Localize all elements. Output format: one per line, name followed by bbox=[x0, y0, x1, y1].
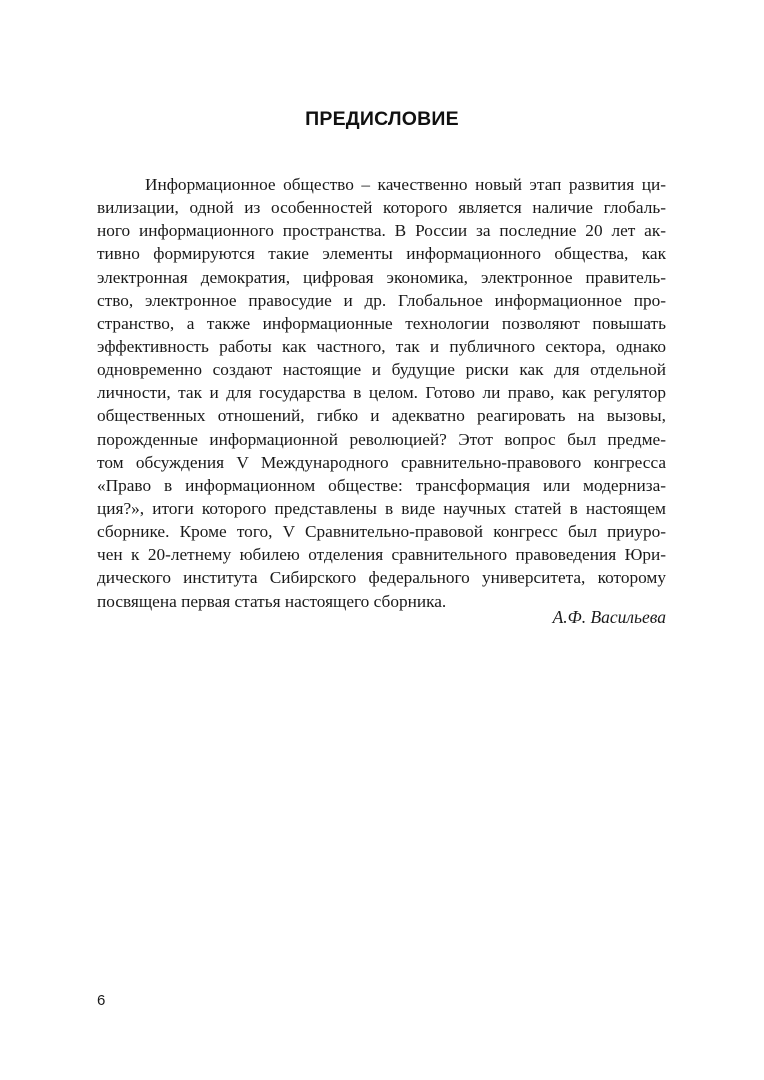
paragraph-line: Информационное общество – качественно новый этап развития ци- bbox=[145, 175, 666, 194]
paragraph-line: чен к 20-летнему юбилею отделения сравнительного правоведения Юри- bbox=[97, 545, 666, 565]
preface-paragraph bbox=[97, 173, 666, 613]
paragraph-line: ция?», итоги которого представлены в виде научных статей в настоящем bbox=[97, 498, 666, 518]
page-title: ПРЕДИСЛОВИЕ bbox=[305, 108, 459, 130]
paragraph-line: электронная демократия, цифровая экономика, электронное правитель- bbox=[97, 267, 666, 287]
paragraph-line: «Право в информационном обществе: трансформация или модерниза- bbox=[97, 475, 666, 495]
paragraph-line: том обсуждения V Международного сравнительно-правового конгресса bbox=[97, 452, 666, 472]
paragraph-line: странство, а также информационные технологии позволяют повышать bbox=[97, 313, 666, 333]
paragraph-line: дического института Сибирского федерального университета, которому bbox=[97, 568, 666, 588]
paragraph-line: общественных отношений, гибко и адекватно реагировать на вызовы, bbox=[97, 406, 666, 426]
author-signature: А.Ф. Васильева bbox=[552, 607, 666, 627]
paragraph-line: ство, электронное правосудие и др. Глобальное информационное про- bbox=[97, 290, 666, 310]
paragraph-line: порожденные информационной революцией? Этот вопрос был предме- bbox=[97, 429, 666, 449]
paragraph-line: ного информационного пространства. В России за последние 20 лет ак- bbox=[97, 221, 666, 241]
paragraph-line: вилизации, одной из особенностей которого является наличие глобаль- bbox=[97, 198, 666, 218]
paragraph-line: одновременно создают настоящие и будущие риски как для отдельной bbox=[97, 360, 666, 380]
paragraph-line: эффективность работы как частного, так и публичного сектора, однако bbox=[97, 336, 666, 356]
paragraph-line: посвящена первая статья настоящего сборника. bbox=[97, 591, 447, 611]
page-number: 6 bbox=[97, 992, 106, 1009]
paragraph-line: сборнике. Кроме того, V Сравнительно-правовой конгресс был приуро- bbox=[97, 522, 666, 542]
paragraph-line: тивно формируются такие элементы информационного общества, как bbox=[97, 244, 666, 264]
paragraph-line: личности, так и для государства в целом. Готово ли право, как регулятор bbox=[97, 383, 666, 403]
